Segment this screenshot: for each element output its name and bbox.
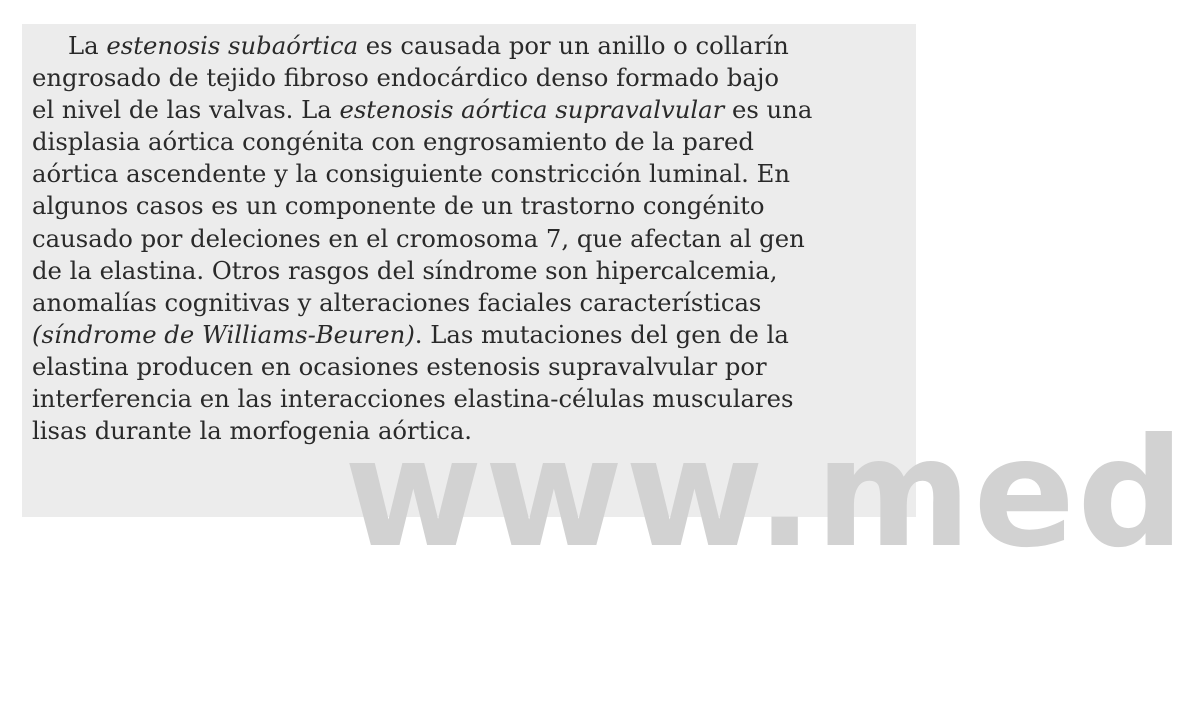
text-run: engrosado de tejido fibroso endocárdico denso formado bajo [32, 63, 779, 93]
text-run: es una [724, 95, 813, 125]
text-run: La [68, 31, 107, 60]
text-line-11 [32, 351, 906, 383]
text-line-13 [32, 415, 906, 447]
text-run: aórtica ascendente y la consiguiente constricción luminal. En [32, 159, 790, 189]
text-run: . Las mutaciones del gen de la [414, 319, 789, 349]
text-line-3 [32, 94, 906, 126]
text-line-7 [32, 223, 906, 255]
text-line-10 [32, 319, 906, 351]
italic-term-sindrome-williams-beuren: (síndrome de Williams-Beuren) [32, 319, 415, 349]
watermark: www.med [344, 407, 1187, 581]
text-run: elastina producen en ocasiones estenosis supravalvular por [32, 351, 767, 381]
text-line-2 [32, 62, 906, 94]
text-run: de la elastina. Otros rasgos del síndrome son hipercalcemia, [32, 255, 778, 285]
text-line-1 [32, 30, 906, 62]
text-run: algunos casos es un componente de un trastorno congénito [32, 191, 765, 221]
text-line-8 [32, 255, 906, 287]
text-line-9 [32, 287, 906, 319]
text-run: causado por deleciones en el cromosoma 7, que afectan al gen [32, 223, 805, 253]
text-line-4 [32, 126, 906, 158]
italic-term-estenosis-aortica-supravalvular: estenosis aórtica supravalvular [339, 95, 725, 125]
text-run: anomalías cognitivas y alteraciones faciales características [32, 287, 762, 317]
paragraph [32, 30, 906, 447]
text-line-6 [32, 190, 906, 222]
italic-term-estenosis-subaortica: estenosis subaórtica [106, 31, 359, 60]
text-run: interferencia en las interacciones elastina-células musculares [32, 384, 794, 414]
text-run: es causada por un anillo o collarín [358, 31, 789, 60]
text-line-5 [32, 158, 906, 190]
text-line-12 [32, 383, 906, 415]
text-run: displasia aórtica congénita con engrosamiento de la pared [32, 127, 754, 157]
book-excerpt-scan [22, 24, 1187, 581]
text-run: lisas durante la morfogenia aórtica. [32, 416, 473, 446]
text-run: el nivel de las valvas. La [32, 95, 340, 125]
